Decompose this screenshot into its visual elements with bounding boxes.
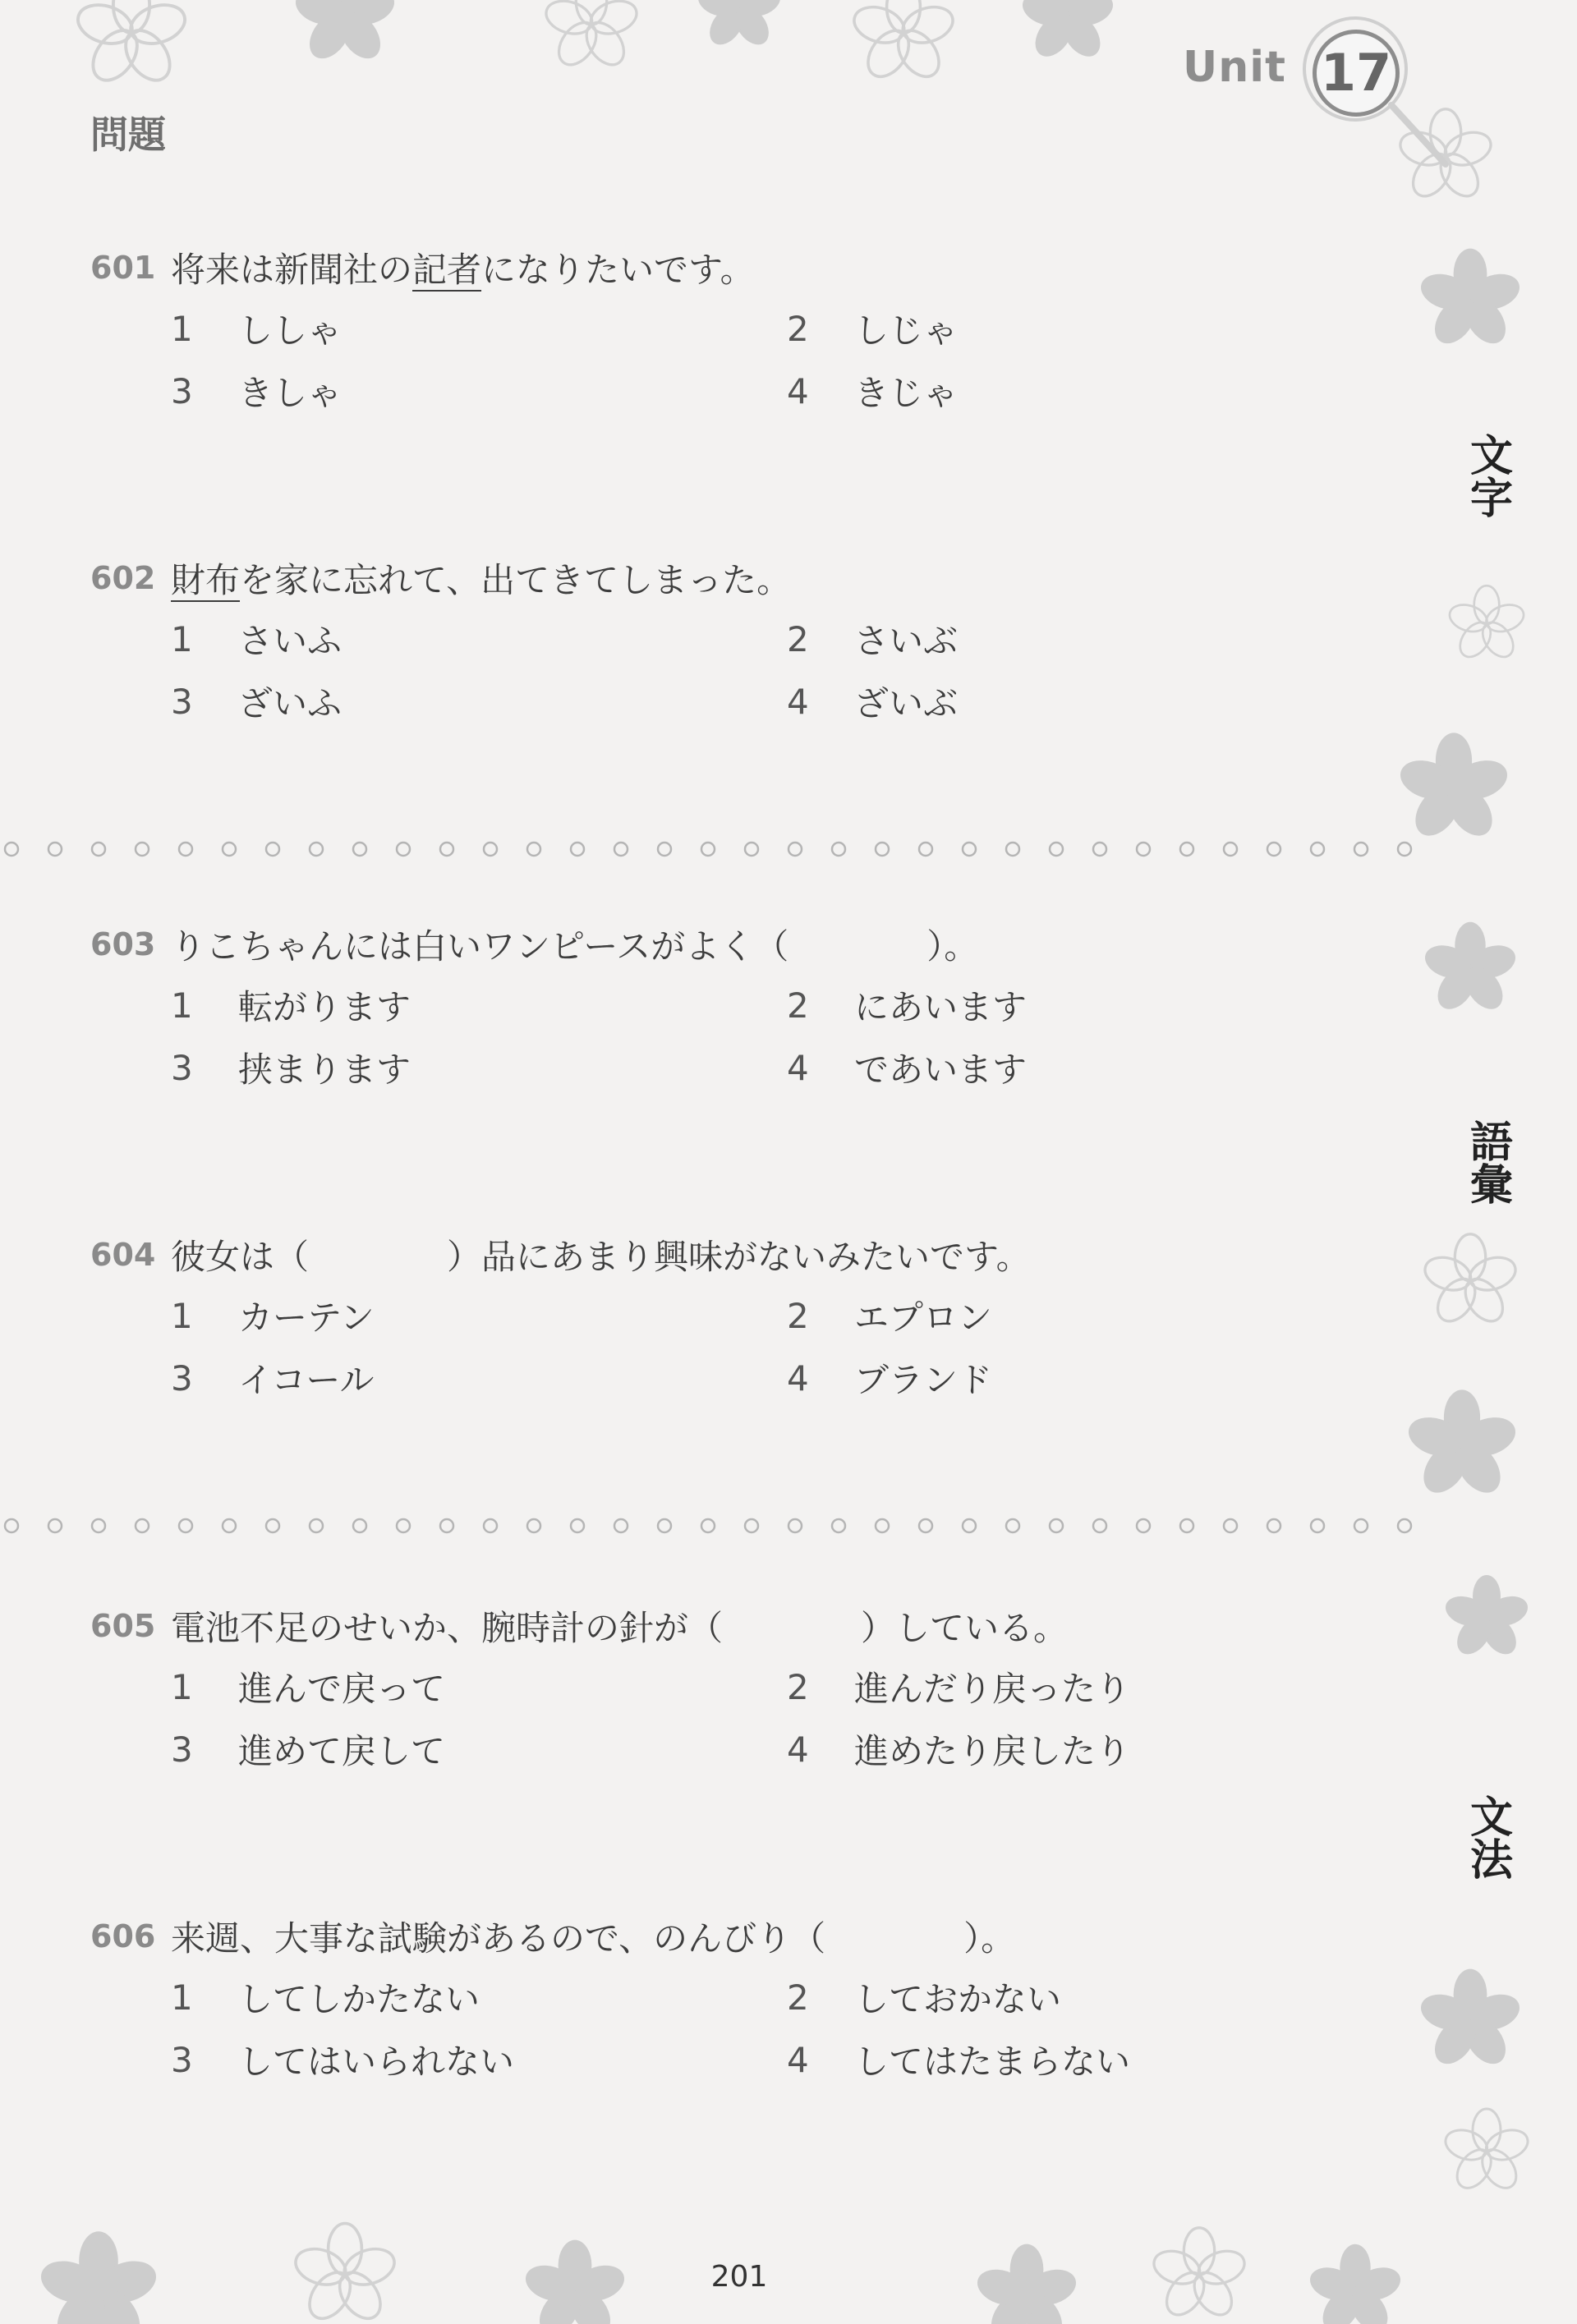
option-2[interactable]: 2 しておかない bbox=[787, 1977, 1062, 2019]
question-text: 電池不足のせいか、腕時計の針が（ ）している。 bbox=[171, 1608, 1069, 1648]
divider-dot bbox=[527, 843, 540, 856]
divider-dot bbox=[310, 843, 323, 856]
side-tab-goi[interactable]: 語彙 bbox=[1469, 1118, 1513, 1210]
divider-dot bbox=[1354, 843, 1368, 856]
divider-dot bbox=[353, 1519, 366, 1532]
divider-dot bbox=[397, 1519, 410, 1532]
answer-options bbox=[171, 1656, 1388, 1780]
divider-dot bbox=[1137, 843, 1150, 856]
question-line bbox=[90, 1225, 1388, 1284]
option-4[interactable]: 4 進めたり戻したり bbox=[787, 1729, 1131, 1771]
divider-dot bbox=[397, 843, 410, 856]
option-3[interactable]: 3 イコール bbox=[171, 1357, 375, 1400]
answer-options bbox=[171, 297, 1388, 422]
divider-dot bbox=[745, 1519, 758, 1532]
divider-dot bbox=[1006, 843, 1019, 856]
option-4[interactable]: 4 ブランド bbox=[787, 1357, 993, 1400]
divider-dot bbox=[1093, 843, 1106, 856]
divider-dot bbox=[1050, 843, 1063, 856]
option-1[interactable]: 1 転がります bbox=[171, 985, 411, 1027]
divider-dot bbox=[1398, 1519, 1411, 1532]
divider-dot bbox=[223, 843, 236, 856]
question-number: 601 bbox=[90, 250, 156, 286]
divider-dot bbox=[1354, 1519, 1368, 1532]
question-number: 606 bbox=[90, 1918, 156, 1954]
underlined-word: 記者 bbox=[412, 250, 482, 290]
answer-options bbox=[171, 1284, 1388, 1409]
option-2[interactable]: 2 さいぶ bbox=[787, 618, 959, 661]
divider-dot bbox=[484, 843, 497, 856]
divider-dot bbox=[745, 843, 758, 856]
divider-dot bbox=[832, 843, 845, 856]
divider-dot bbox=[876, 843, 889, 856]
divider-dot bbox=[1267, 1519, 1280, 1532]
divider-dot bbox=[5, 843, 18, 856]
question-number: 603 bbox=[90, 926, 156, 962]
divider-dot bbox=[179, 1519, 192, 1532]
divider-dot bbox=[92, 1519, 105, 1532]
divider-dot bbox=[963, 1519, 976, 1532]
divider-dot bbox=[919, 843, 932, 856]
question-605 bbox=[90, 1596, 1388, 1780]
divider-dot bbox=[310, 1519, 323, 1532]
divider-dot bbox=[1180, 843, 1193, 856]
dotted-divider bbox=[0, 839, 1446, 859]
unit-number-badge: 17 bbox=[1313, 30, 1400, 117]
question-line bbox=[90, 238, 1388, 297]
divider-dot bbox=[1137, 1519, 1150, 1532]
question-606 bbox=[90, 1907, 1388, 2091]
side-tab-moji[interactable]: 文字 bbox=[1469, 432, 1513, 524]
divider-dot bbox=[1093, 1519, 1106, 1532]
divider-dot bbox=[223, 1519, 236, 1532]
question-number: 604 bbox=[90, 1237, 156, 1273]
divider-dot bbox=[179, 843, 192, 856]
question-604 bbox=[90, 1225, 1388, 1409]
divider-dot bbox=[832, 1519, 845, 1532]
question-line bbox=[90, 1907, 1388, 1966]
divider-dot bbox=[5, 1519, 18, 1532]
divider-dot bbox=[1180, 1519, 1193, 1532]
option-1[interactable]: 1 カーテン bbox=[171, 1295, 375, 1338]
divider-dot bbox=[1267, 843, 1280, 856]
divider-dot bbox=[1224, 843, 1237, 856]
divider-dot bbox=[614, 843, 628, 856]
divider-dot bbox=[571, 843, 584, 856]
option-2[interactable]: 2 進んだり戻ったり bbox=[787, 1666, 1131, 1709]
question-text: 財布を家に忘れて、出てきてしまった。 bbox=[171, 560, 792, 600]
divider-dot bbox=[1311, 843, 1324, 856]
option-2[interactable]: 2 エプロン bbox=[787, 1295, 993, 1338]
option-4[interactable]: 4 であいます bbox=[787, 1047, 1028, 1090]
divider-dot bbox=[48, 1519, 62, 1532]
option-4[interactable]: 4 してはたまらない bbox=[787, 2039, 1131, 2082]
divider-dot bbox=[788, 1519, 802, 1532]
divider-dot bbox=[136, 1519, 149, 1532]
option-1[interactable]: 1 進んで戻って bbox=[171, 1666, 446, 1709]
question-601 bbox=[90, 238, 1388, 422]
option-4[interactable]: 4 ざいぶ bbox=[787, 681, 959, 723]
divider-dot bbox=[614, 1519, 628, 1532]
divider-dot bbox=[1006, 1519, 1019, 1532]
divider-dot bbox=[571, 1519, 584, 1532]
option-4[interactable]: 4 きじゃ bbox=[787, 370, 959, 413]
answer-options bbox=[171, 974, 1388, 1099]
divider-dot bbox=[48, 843, 62, 856]
option-1[interactable]: 1 ししゃ bbox=[171, 308, 343, 351]
divider-dot bbox=[440, 843, 453, 856]
option-3[interactable]: 3 ざいふ bbox=[171, 681, 343, 723]
divider-dot bbox=[266, 843, 279, 856]
question-text: 彼女は（ ）品にあまり興味がないみたいです。 bbox=[171, 1237, 1031, 1277]
divider-dot bbox=[92, 843, 105, 856]
unit-label: Unit bbox=[1183, 43, 1286, 92]
question-line bbox=[90, 549, 1388, 608]
divider-dot bbox=[1050, 1519, 1063, 1532]
divider-dot bbox=[1398, 843, 1411, 856]
answer-options bbox=[171, 1966, 1388, 2091]
question-602 bbox=[90, 549, 1388, 733]
divider-dot bbox=[136, 843, 149, 856]
divider-dot bbox=[701, 1519, 715, 1532]
dotted-divider bbox=[0, 1516, 1446, 1536]
divider-dot bbox=[527, 1519, 540, 1532]
question-line bbox=[90, 1596, 1388, 1656]
divider-dot bbox=[788, 843, 802, 856]
option-3[interactable]: 3 してはいられない bbox=[171, 2039, 515, 2082]
page-number: 201 bbox=[710, 2260, 768, 2294]
question-text: 来週、大事な試験があるので、のんびり（ ）。 bbox=[171, 1918, 1016, 1959]
option-1[interactable]: 1 さいふ bbox=[171, 618, 343, 661]
question-text: 将来は新聞社の記者になりたいです。 bbox=[171, 250, 755, 290]
answer-options bbox=[171, 608, 1388, 733]
question-number: 602 bbox=[90, 560, 156, 596]
side-tab-bunpo[interactable]: 文法 bbox=[1469, 1794, 1513, 1885]
question-line bbox=[90, 915, 1388, 974]
option-3[interactable]: 3 きしゃ bbox=[171, 370, 343, 413]
divider-dot bbox=[266, 1519, 279, 1532]
divider-dot bbox=[876, 1519, 889, 1532]
divider-dot bbox=[963, 843, 976, 856]
divider-dot bbox=[1311, 1519, 1324, 1532]
option-1[interactable]: 1 してしかたない bbox=[171, 1977, 480, 2019]
question-number: 605 bbox=[90, 1608, 156, 1644]
divider-dot bbox=[701, 843, 715, 856]
divider-dot bbox=[1224, 1519, 1237, 1532]
option-3[interactable]: 3 挟まります bbox=[171, 1047, 411, 1090]
divider-dot bbox=[658, 1519, 671, 1532]
divider-dot bbox=[919, 1519, 932, 1532]
option-3[interactable]: 3 進めて戻して bbox=[171, 1729, 446, 1771]
question-603 bbox=[90, 915, 1388, 1099]
section-title: 問題 bbox=[90, 113, 166, 157]
divider-dot bbox=[658, 843, 671, 856]
option-2[interactable]: 2 にあいます bbox=[787, 985, 1028, 1027]
divider-dot bbox=[353, 843, 366, 856]
question-text: りこちゃんには白いワンピースがよく（ ）。 bbox=[171, 926, 979, 967]
underlined-word: 財布 bbox=[171, 560, 241, 600]
option-2[interactable]: 2 しじゃ bbox=[787, 308, 959, 351]
divider-dot bbox=[484, 1519, 497, 1532]
divider-dot bbox=[440, 1519, 453, 1532]
